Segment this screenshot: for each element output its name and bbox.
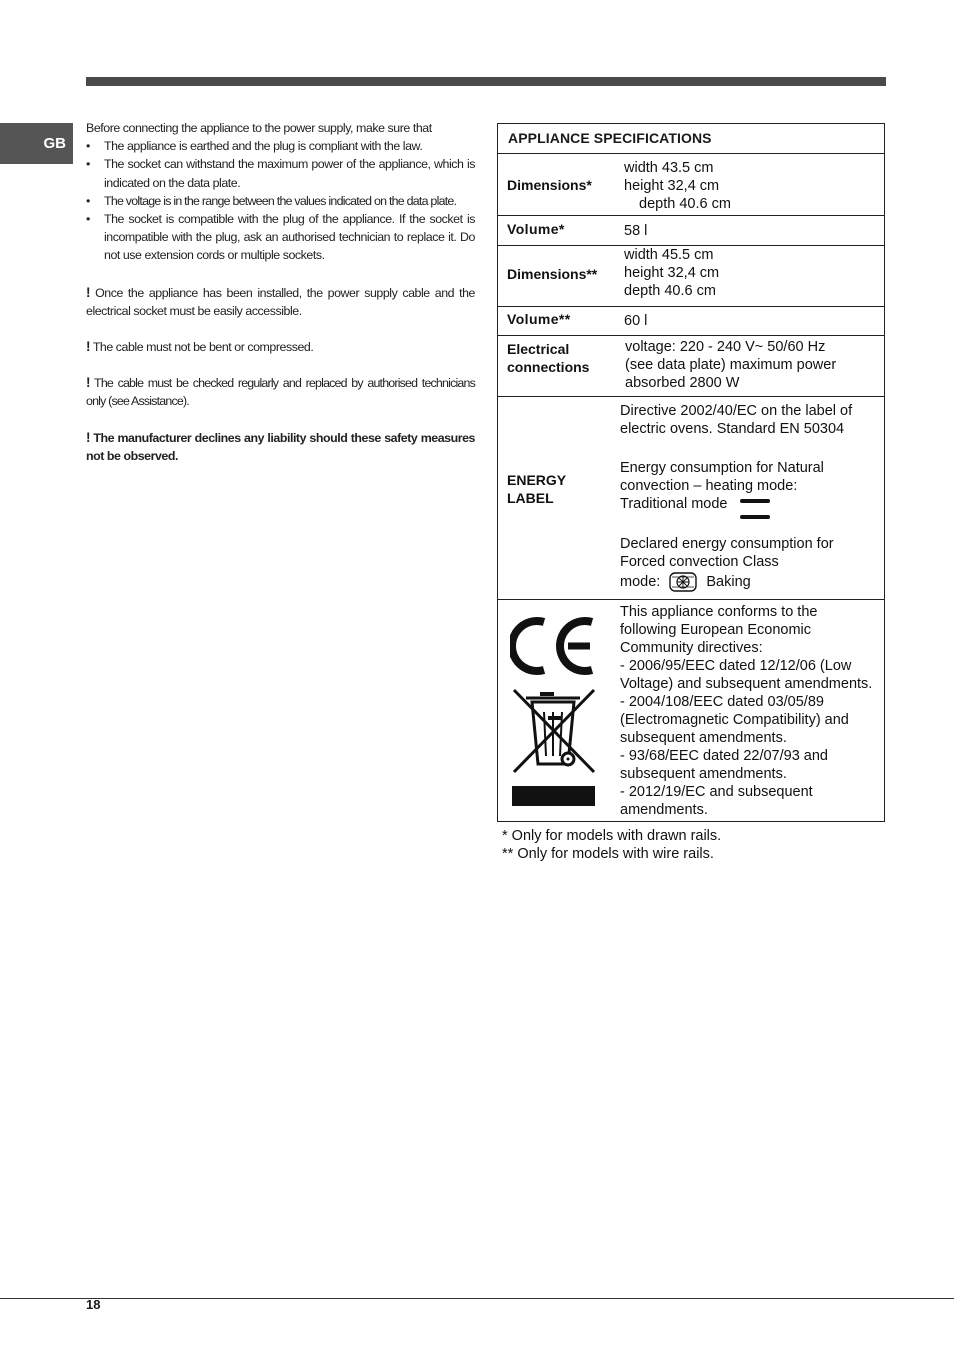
ce-line: - 93/68/EEC dated 22/07/93 and	[620, 748, 828, 764]
table-row	[498, 154, 884, 216]
checklist	[86, 137, 475, 264]
energy-label: ENERGY LABEL	[507, 472, 567, 506]
specifications-table	[497, 123, 885, 822]
header-rule	[86, 77, 886, 86]
volume-label: Volume**	[507, 311, 571, 327]
footnote: ** Only for models with wire rails.	[502, 846, 714, 862]
table-row	[498, 600, 884, 821]
safety-instructions	[86, 119, 475, 465]
fan-baking-icon	[668, 571, 698, 593]
table-header-row	[498, 124, 884, 154]
ce-mark-icon	[510, 614, 598, 678]
warning-cable-bend: ! The cable must not be bent or compressed.	[86, 339, 314, 355]
ce-line: This appliance conforms to the	[620, 604, 818, 620]
volume-value: 60 l	[624, 313, 648, 329]
weee-crossed-bin-icon	[512, 688, 596, 774]
table-row	[498, 307, 884, 336]
ce-line: Community directives:	[620, 640, 763, 656]
bullet-icon: •	[86, 193, 90, 208]
dimensions-label: Dimensions**	[507, 266, 598, 282]
electrical-label: Electrical connections	[507, 341, 590, 375]
ce-line: subsequent amendments.	[620, 730, 787, 746]
ce-line: Voltage) and subsequent amendments.	[620, 676, 873, 692]
electrical-value: voltage: 220 - 240 V~ 50/60 Hz (see data plate) maximum power absorbed 2800 W	[625, 339, 837, 391]
ce-conformity-text	[620, 603, 872, 819]
list-item: • The socket can withstand the maximum power of the appliance, which is indicated on the data plate.	[86, 157, 475, 190]
list-item: • The appliance is earthed and the plug is compliant with the law.	[86, 137, 475, 155]
warning-cable-check: ! The cable must be checked regularly and replaced by authorised technicians only (see Assistance).	[86, 375, 475, 409]
energy-value: Directive 2002/40/EC on the label of electric ovens. Standard EN 50304 Energy consumption for Natural convection – heating mode: Traditional mode Declared energy consumption for Forced convection Class mode: Baking	[620, 402, 852, 593]
footnote: * Only for models with drawn rails.	[502, 828, 722, 844]
footer-rule	[0, 1298, 954, 1299]
weee-black-bar	[512, 786, 595, 806]
table-title: APPLIANCE SPECIFICATIONS	[508, 130, 712, 146]
bullet-icon: •	[86, 157, 90, 172]
table-row	[498, 246, 884, 307]
warning-liability: ! The manufacturer declines any liability should these safety measures not be observed.	[86, 429, 475, 463]
ce-line: - 2004/108/EEC dated 03/05/89	[620, 694, 824, 710]
table-row	[498, 397, 884, 600]
volume-value: 58 l	[624, 223, 648, 239]
ce-line: - 2006/95/EEC dated 12/12/06 (Low	[620, 658, 852, 674]
warning-accessible: ! Once the appliance has been installed, the power supply cable and the electrical socket must be easily accessible.	[86, 284, 475, 318]
ce-line: - 2012/19/EC and subsequent	[620, 784, 813, 800]
table-row	[498, 336, 884, 397]
ce-line: following European Economic	[620, 622, 812, 638]
dimensions-value: width 45.5 cm height 32,4 cm depth 40.6 cm	[624, 247, 720, 299]
dimensions-value: width 43.5 cm height 32,4 cm depth 40.6 cm	[624, 160, 731, 212]
page-number: 18	[86, 1297, 101, 1312]
volume-label: Volume*	[507, 221, 565, 237]
ce-line: amendments.	[620, 802, 708, 818]
language-tab: GB	[0, 123, 73, 164]
traditional-mode-icon	[736, 497, 774, 521]
list-item: • The socket is compatible with the plug of the appliance. If the socket is incompatible with the plug, ask an authorised technician to replace it. Do not use extension cords or multiple sockets.	[86, 212, 475, 263]
intro-text: Before connecting the appliance to the power supply, make sure that	[86, 121, 432, 135]
ce-line: (Electromagnetic Compatibility) and	[620, 712, 849, 728]
footnotes	[502, 827, 721, 863]
bullet-icon: •	[86, 139, 90, 154]
bullet-icon: •	[86, 212, 90, 227]
table-row	[498, 216, 884, 246]
dimensions-label: Dimensions*	[507, 177, 592, 193]
ce-line: subsequent amendments.	[620, 766, 787, 782]
list-item: • The voltage is in the range between the values indicated on the data plate.	[86, 192, 475, 210]
